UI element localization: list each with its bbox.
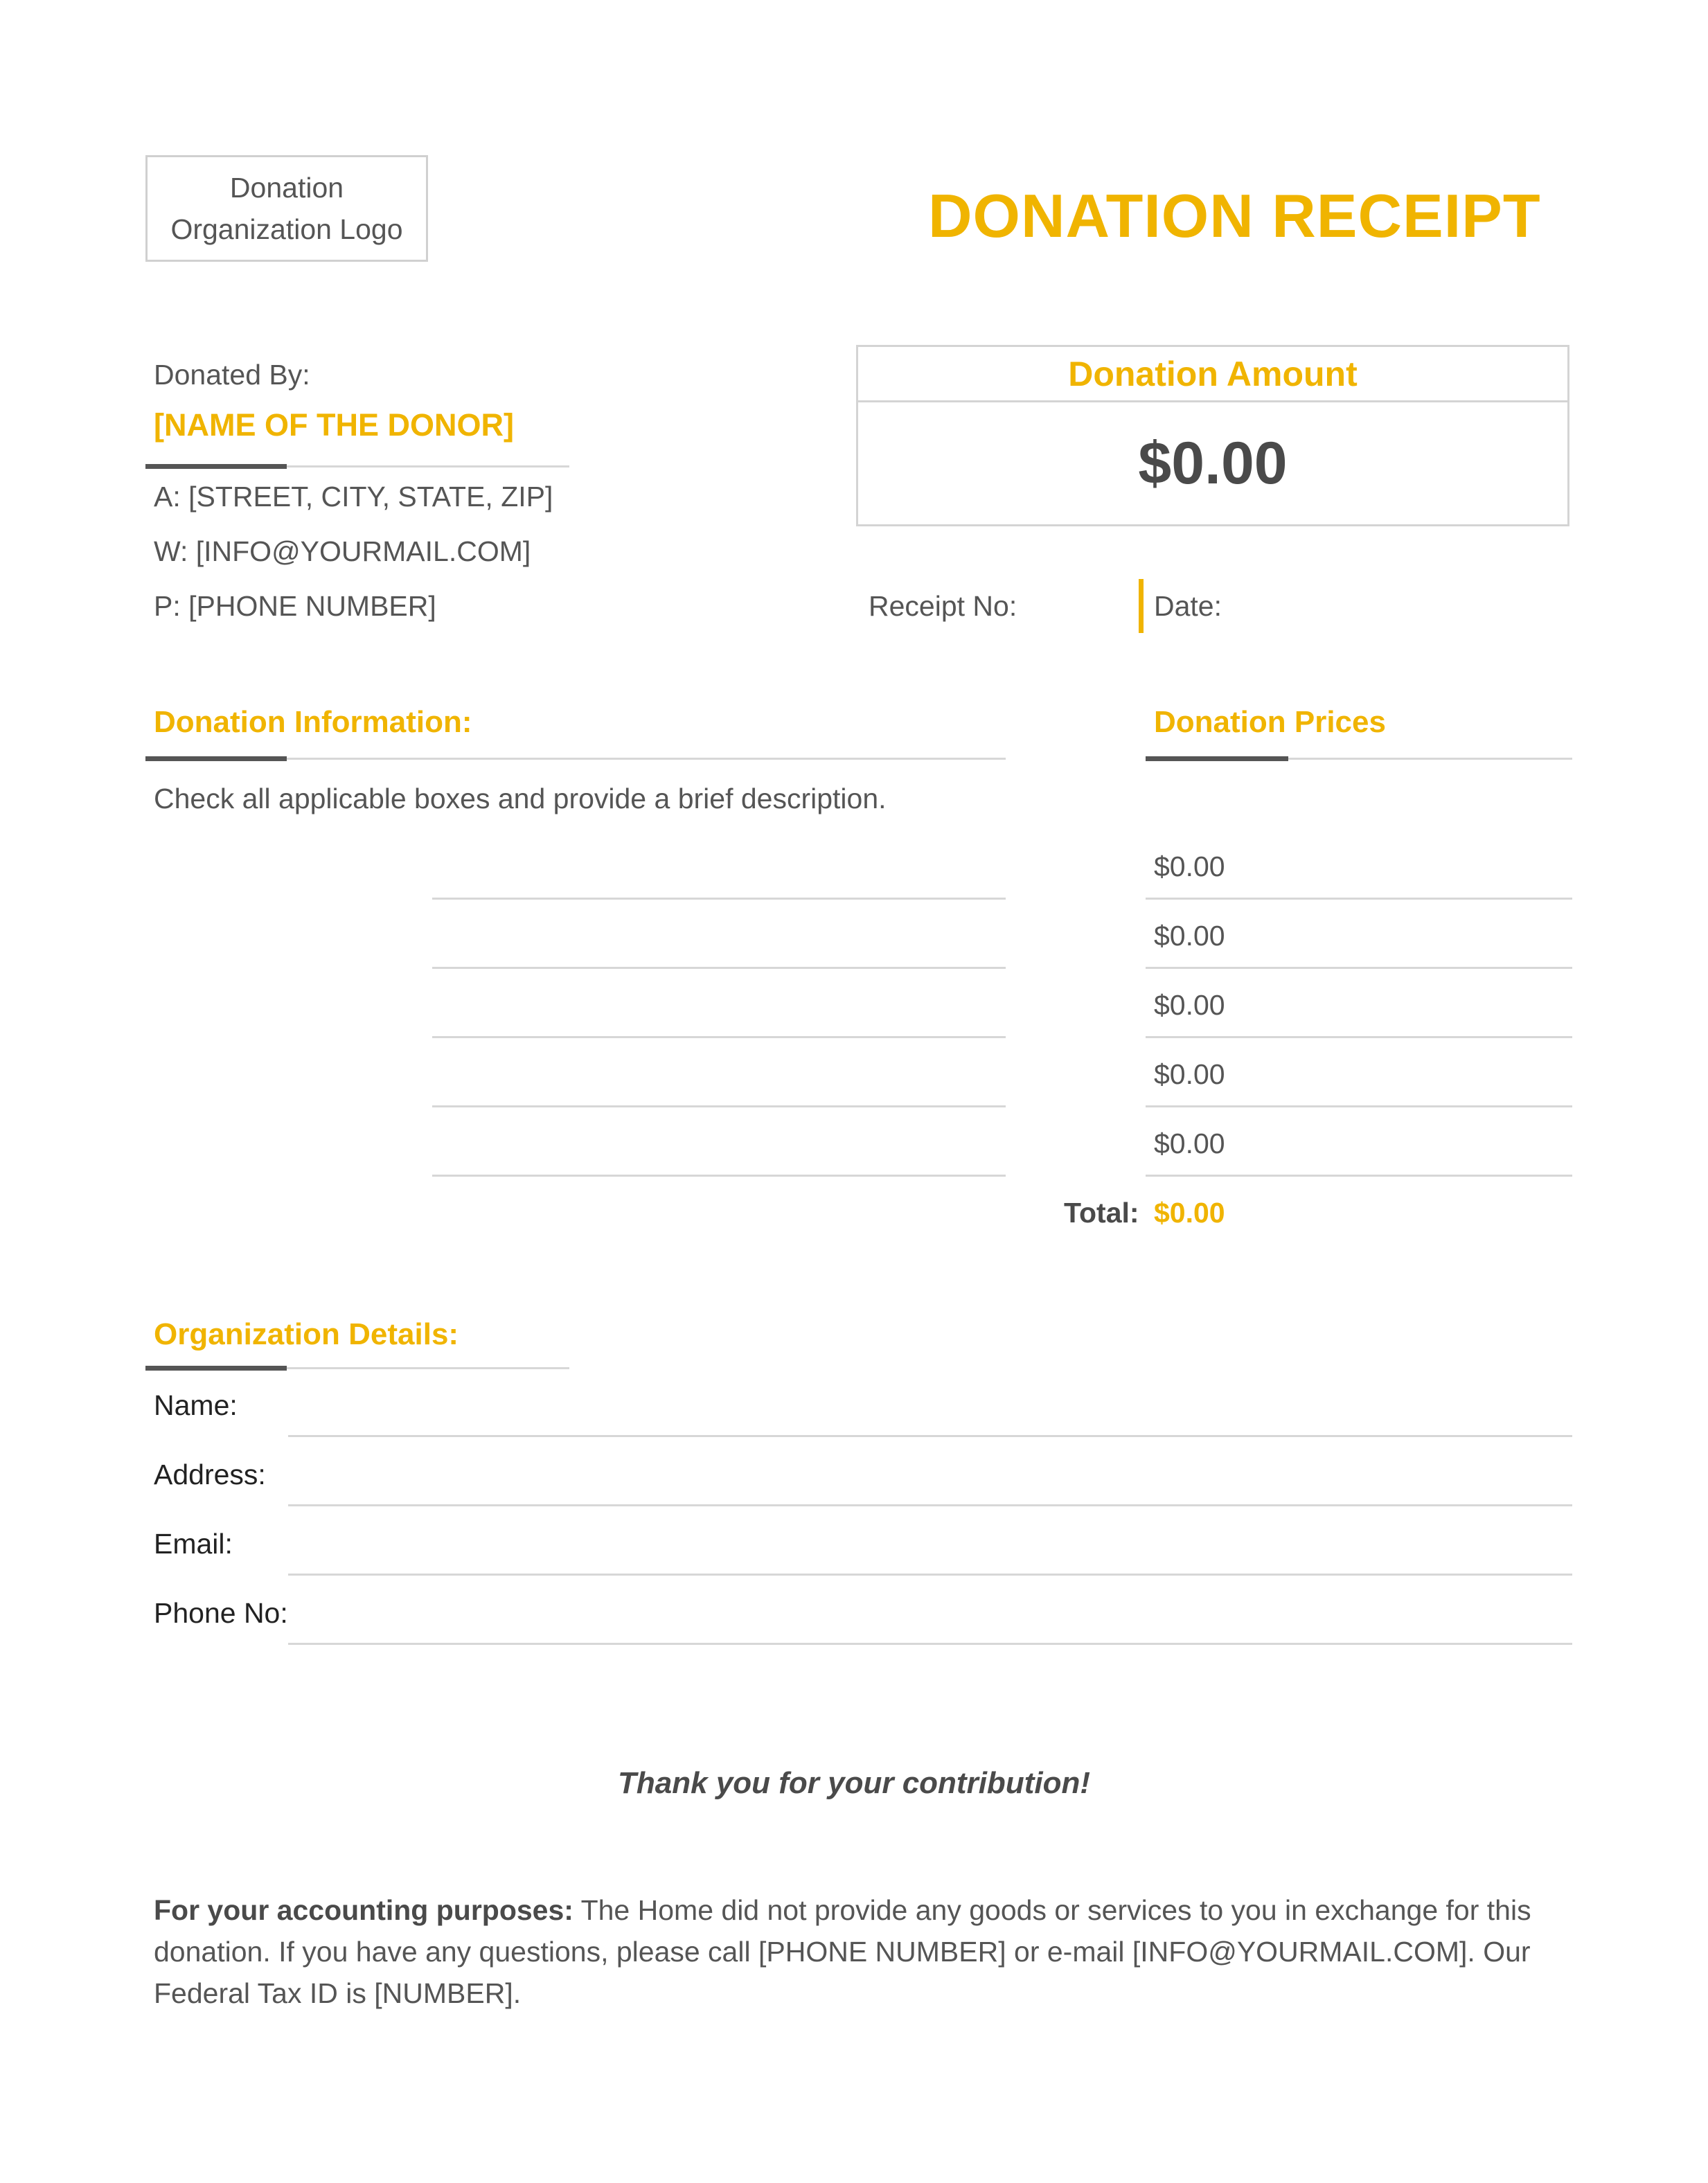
organization-logo-placeholder [145, 155, 428, 262]
donation-prices-heading: Donation Prices [1154, 705, 1386, 739]
price-item-1[interactable]: $0.00 [1154, 850, 1225, 882]
price-line-5 [1146, 1175, 1572, 1177]
donor-phone: P: [PHONE NUMBER] [154, 590, 436, 622]
donation-amount-label: Donation Amount [858, 347, 1567, 402]
org-details-heading: Organization Details: [154, 1317, 459, 1351]
org-phone-label: Phone No: [154, 1597, 288, 1629]
donation-info-heading: Donation Information: [154, 705, 472, 739]
org-phone-field[interactable] [288, 1643, 1572, 1645]
donation-amount-value[interactable]: $0.00 [1138, 429, 1288, 497]
org-address-label: Address: [154, 1459, 266, 1490]
description-line-3[interactable] [432, 1036, 1006, 1038]
description-line-4[interactable] [432, 1105, 1006, 1107]
description-line-1[interactable] [432, 898, 1006, 900]
donor-address: A: [STREET, CITY, STATE, ZIP] [154, 481, 553, 513]
org-email-field[interactable] [288, 1574, 1572, 1576]
donated-by-label: Donated By: [154, 359, 310, 391]
donation-info-instruction: Check all applicable boxes and provide a brief description. [154, 783, 887, 814]
donor-web: W: [INFO@YOURMAIL.COM] [154, 535, 531, 567]
org-email-label: Email: [154, 1528, 233, 1560]
price-item-4[interactable]: $0.00 [1154, 1058, 1225, 1090]
org-details-underline-accent [145, 1366, 287, 1371]
total-label: Total: [1064, 1197, 1139, 1229]
price-line-1 [1146, 898, 1572, 900]
org-name-label: Name: [154, 1389, 238, 1421]
donor-underline-accent [145, 464, 287, 469]
total-value: $0.00 [1154, 1197, 1225, 1229]
org-address-field[interactable] [288, 1504, 1572, 1506]
donation-info-underline-accent [145, 756, 287, 761]
logo-line-1: Donation [229, 172, 344, 204]
donation-prices-underline-accent [1146, 756, 1288, 761]
date-accent-bar [1139, 579, 1144, 633]
logo-line-2: Organization Logo [170, 213, 403, 245]
thank-you-message: Thank you for your contribution! [618, 1766, 1090, 1800]
description-line-5[interactable] [432, 1175, 1006, 1177]
donor-name: [NAME OF THE DONOR] [154, 407, 514, 443]
donation-amount-box [856, 345, 1569, 526]
accounting-note-bold: For your accounting purposes: [154, 1894, 573, 1926]
page-title: DONATION RECEIPT [928, 181, 1541, 250]
price-line-3 [1146, 1036, 1572, 1038]
description-line-2[interactable] [432, 967, 1006, 969]
accounting-note [154, 1889, 1567, 2014]
price-item-5[interactable]: $0.00 [1154, 1128, 1225, 1159]
org-name-field[interactable] [288, 1435, 1572, 1437]
price-line-4 [1146, 1105, 1572, 1107]
accounting-note-text: The Home did not provide any goods or services to you in exchange for this donation. If you have any questions, please call [PHONE NUMBER] or e-mail [INFO@YOURMAIL.COM]. Our Federal Tax ID is [NUMBER]. [154, 1894, 1531, 2009]
price-item-2[interactable]: $0.00 [1154, 920, 1225, 952]
price-line-2 [1146, 967, 1572, 969]
receipt-no-label: Receipt No: [869, 590, 1017, 622]
price-item-3[interactable]: $0.00 [1154, 989, 1225, 1021]
date-label: Date: [1154, 590, 1222, 622]
